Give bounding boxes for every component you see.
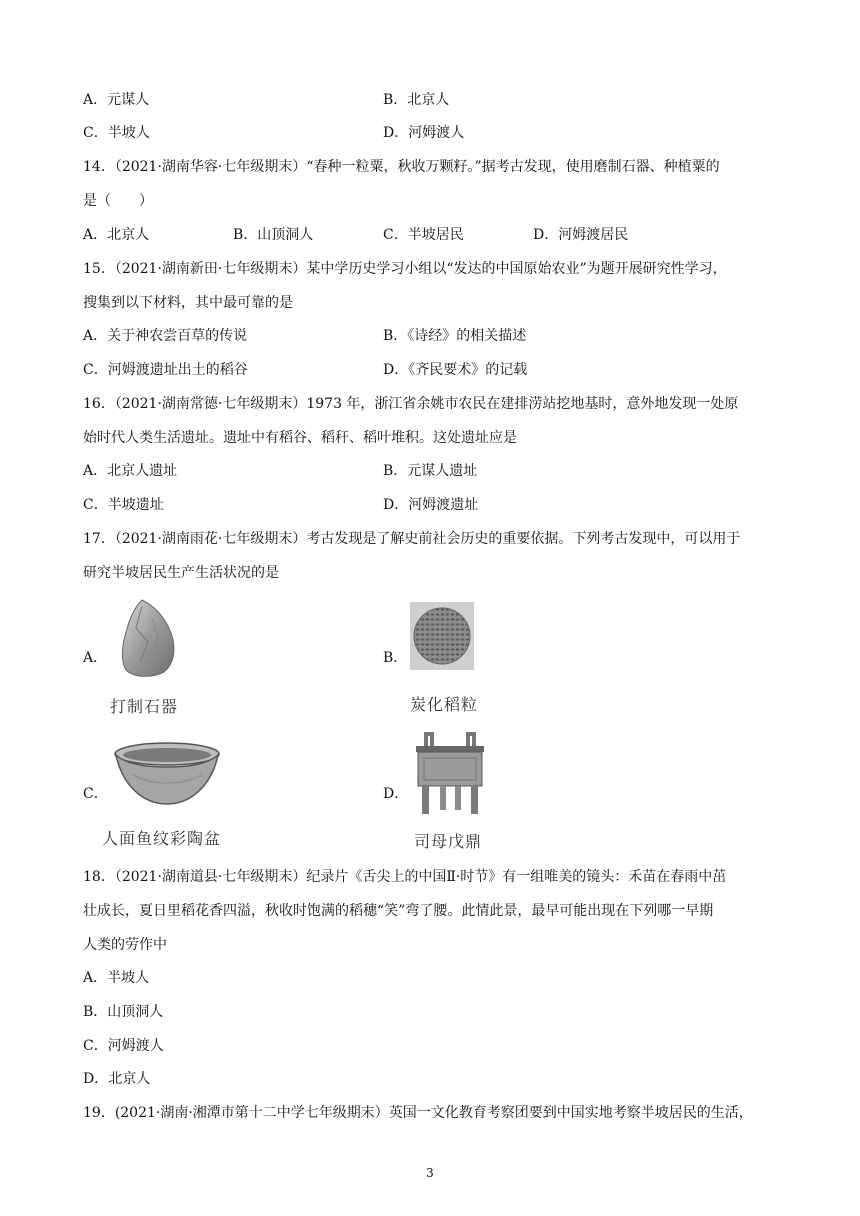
q18-option-a: A．半坡人 [83,970,150,986]
q14-option-c: C．半坡居民 [383,227,464,243]
q17-caption-a: 打制石器 [110,697,179,716]
q15-option-d: D．《齐民要术》的记载 [383,362,528,378]
q18-stem-line2: 壮成长，夏日里稻花香四溢，秋收时饱满的稻穗“笑”弯了腰。此情此景，最早可能出现在下列哪一早期 [83,903,714,919]
q16-option-b: B．元谋人遗址 [383,463,478,479]
q18-stem-line1: 18．（2021·湖南道县·七年级期末）纪录片《舌尖上的中国Ⅱ·时节》有一组唯美的镜头：禾苗在春雨中茁 [83,869,727,885]
carbonized-rice-image [410,602,474,670]
q16-option-d: D．河姆渡遗址 [383,497,479,513]
q17-stem-line1: 17．（2021·湖南雨花·七年级期末）考古发现是了解史前社会历史的重要依据。下列考古发现中，可以用于 [83,531,741,547]
q14-stem-line2: 是（ ） [83,193,153,209]
chipped-stone-tool-image [112,598,182,680]
q18-option-c: C．河姆渡人 [83,1038,164,1054]
q13-option-b: B．北京人 [383,92,450,108]
q17-option-c-label: C． [83,786,108,802]
q15-option-b: B．《诗经》的相关描述 [383,328,527,344]
q13-option-c: C．半坡人 [83,125,150,141]
q16-stem-line2: 始时代人类生活遗址。遗址中有稻谷、稻秆、稻叶堆积。这处遗址应是 [83,430,517,446]
q16-option-c: C．半坡遗址 [83,497,164,513]
q13-option-d: D．河姆渡人 [383,125,465,141]
q16-option-a: A．北京人遗址 [83,463,178,479]
q15-stem-line1: 15．（2021·湖南新田·七年级期末）某中学历史学习小组以“发达的中国原始农业”为题开展研究性学习， [83,261,727,277]
q13-option-a: A．元谋人 [83,92,150,108]
pottery-basin-image [112,740,222,810]
q18-stem-line3: 人类的劳作中 [83,937,167,953]
q17-option-a-label: A． [83,650,108,666]
q18-option-b: B．山顶洞人 [83,1004,164,1020]
q17-caption-c: 人面鱼纹彩陶盆 [102,829,222,848]
q17-caption-d: 司母戊鼎 [414,832,483,851]
q14-stem-line1: 14．（2021·湖南华容·七年级期末）“春种一粒粟，秋收万颗籽。”据考古发现，使用磨制石器、种植粟的 [83,159,720,175]
q17-stem-line2: 研究半坡居民生产生活状况的是 [83,565,279,581]
q17-option-d-label: D． [383,786,409,802]
page-number: 3 [426,1166,434,1180]
q15-option-a: A．关于神农尝百草的传说 [83,328,248,344]
q18-option-d: D．北京人 [83,1071,151,1087]
q16-stem-line1: 16．（2021·湖南常德·七年级期末）1973 年，浙江省余姚市农民在建排涝站挖地基时，意外地发现一处原 [83,396,739,412]
q15-option-c: C．河姆渡遗址出土的稻谷 [83,362,248,378]
q14-option-b: B．山顶洞人 [233,227,314,243]
q19-stem-line1: 19．(2021·湖南·湘潭市第十二中学七年级期末）英国一文化教育考察团要到中国实地考察半坡居民的生活， [83,1105,753,1121]
q14-option-d: D．河姆渡居民 [533,227,629,243]
q14-option-a: A．北京人 [83,227,150,243]
q15-stem-line2: 搜集到以下材料，其中最可靠的是 [83,295,293,311]
q17-option-b-label: B． [383,650,408,666]
q17-caption-b: 炭化稻粒 [410,695,479,714]
bronze-ding-image [412,732,488,816]
